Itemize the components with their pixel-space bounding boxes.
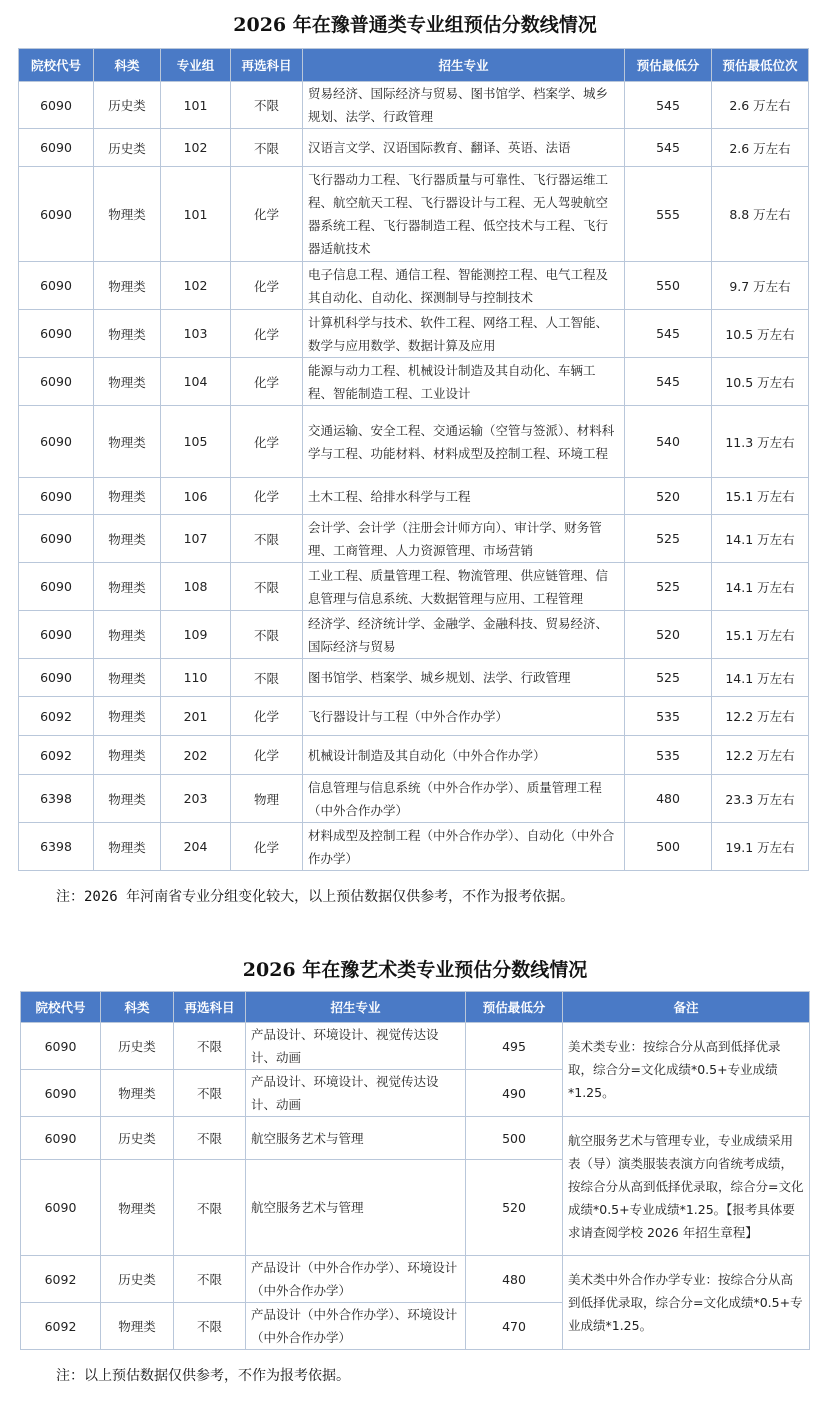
cell-majors: 航空服务艺术与管理 <box>246 1117 466 1160</box>
cell-subject-type: 历史类 <box>94 82 161 129</box>
table-row <box>19 697 809 736</box>
cell-school-code: 6092 <box>21 1303 101 1350</box>
cell-elective: 物理 <box>231 775 303 823</box>
cell-major-group: 101 <box>161 82 231 129</box>
cell-elective: 化学 <box>231 697 303 736</box>
cell-majors: 信息管理与信息系统（中外合作办学）、质量管理工程（中外合作办学） <box>303 775 625 823</box>
table-row <box>19 823 809 871</box>
table-row <box>21 1023 810 1070</box>
cell-subject-type: 物理类 <box>94 775 161 823</box>
cell-school-code: 6092 <box>19 697 94 736</box>
cell-subject-type: 物理类 <box>101 1303 174 1350</box>
cell-major-group: 105 <box>161 406 231 478</box>
cell-min-score: 525 <box>625 659 712 697</box>
cell-subject-type: 物理类 <box>94 563 161 611</box>
cell-subject-type: 物理类 <box>94 736 161 775</box>
cell-min-score: 545 <box>625 358 712 406</box>
cell-school-code: 6090 <box>21 1023 101 1070</box>
table-row <box>19 262 809 310</box>
table-row <box>19 515 809 563</box>
cell-elective: 不限 <box>174 1160 246 1256</box>
cell-school-code: 6090 <box>19 358 94 406</box>
cell-subject-type: 历史类 <box>101 1256 174 1303</box>
cell-school-code: 6090 <box>19 406 94 478</box>
cell-major-group: 203 <box>161 775 231 823</box>
col-header-major-group: 专业组 <box>161 49 231 82</box>
cell-min-score: 525 <box>625 563 712 611</box>
cell-school-code: 6090 <box>19 478 94 515</box>
cell-majors: 机械设计制造及其自动化（中外合作办学） <box>303 736 625 775</box>
cell-majors: 会计学、会计学（注册会计师方向）、审计学、财务管理、工商管理、人力资源管理、市场营销 <box>303 515 625 563</box>
art-score-table <box>20 991 810 1350</box>
cell-min-rank: 11.3 万左右 <box>712 406 809 478</box>
cell-major-group: 101 <box>161 167 231 262</box>
cell-major-group: 107 <box>161 515 231 563</box>
col-header-school-code: 院校代号 <box>21 992 101 1023</box>
cell-majors: 能源与动力工程、机械设计制造及其自动化、车辆工程、智能制造工程、工业设计 <box>303 358 625 406</box>
cell-school-code: 6398 <box>19 775 94 823</box>
cell-majors: 贸易经济、国际经济与贸易、图书馆学、档案学、城乡规划、法学、行政管理 <box>303 82 625 129</box>
cell-min-rank: 2.6 万左右 <box>712 82 809 129</box>
cell-school-code: 6090 <box>19 659 94 697</box>
cell-majors: 汉语言文学、汉语国际教育、翻译、英语、法语 <box>303 129 625 167</box>
cell-elective: 不限 <box>174 1023 246 1070</box>
cell-min-rank: 14.1 万左右 <box>712 659 809 697</box>
cell-min-score: 500 <box>466 1117 563 1160</box>
cell-min-score: 555 <box>625 167 712 262</box>
table-row <box>19 310 809 358</box>
cell-major-group: 201 <box>161 697 231 736</box>
table1-header-row <box>19 49 809 82</box>
col-header-min-score: 预估最低分 <box>466 992 563 1023</box>
cell-elective: 化学 <box>231 167 303 262</box>
col-header-min-rank: 预估最低位次 <box>712 49 809 82</box>
cell-elective: 不限 <box>174 1303 246 1350</box>
cell-elective: 不限 <box>174 1070 246 1117</box>
cell-school-code: 6090 <box>19 611 94 659</box>
table1-title: 2026 年在豫普通类专业组预估分数线情况 <box>233 14 597 36</box>
cell-subject-type: 物理类 <box>94 659 161 697</box>
cell-elective: 不限 <box>174 1117 246 1160</box>
cell-elective: 化学 <box>231 406 303 478</box>
cell-subject-type: 物理类 <box>94 823 161 871</box>
cell-major-group: 204 <box>161 823 231 871</box>
cell-major-group: 202 <box>161 736 231 775</box>
cell-majors: 图书馆学、档案学、城乡规划、法学、行政管理 <box>303 659 625 697</box>
cell-min-rank: 9.7 万左右 <box>712 262 809 310</box>
cell-elective: 不限 <box>231 563 303 611</box>
table2-title: 2026 年在豫艺术类专业预估分数线情况 <box>242 959 588 981</box>
table-row <box>21 1256 810 1303</box>
table-row <box>19 82 809 129</box>
cell-min-score: 520 <box>466 1160 563 1256</box>
cell-min-score: 495 <box>466 1023 563 1070</box>
cell-subject-type: 物理类 <box>94 697 161 736</box>
cell-majors: 产品设计（中外合作办学）、环境设计（中外合作办学） <box>246 1303 466 1350</box>
col-header-subject-type: 科类 <box>94 49 161 82</box>
cell-school-code: 6090 <box>21 1160 101 1256</box>
col-header-elective: 再选科目 <box>174 992 246 1023</box>
cell-majors: 航空服务艺术与管理 <box>246 1160 466 1256</box>
cell-remarks: 航空服务艺术与管理专业，专业成绩采用表（导）演类服装表演方向省统考成绩，按综合分从高到低择优录取，综合分=文化成绩*0.5+专业成绩*1.25。【报考具体要求请查阅学校 2026 年招生章程】 <box>563 1117 810 1256</box>
cell-major-group: 102 <box>161 129 231 167</box>
cell-school-code: 6092 <box>19 736 94 775</box>
cell-majors: 交通运输、安全工程、交通运输（空管与签派）、材料科学与工程、功能材料、材料成型及控制工程、环境工程 <box>303 406 625 478</box>
cell-min-score: 520 <box>625 478 712 515</box>
cell-subject-type: 物理类 <box>94 262 161 310</box>
col-header-majors: 招生专业 <box>246 992 466 1023</box>
table-row <box>19 775 809 823</box>
cell-school-code: 6090 <box>19 563 94 611</box>
col-header-remarks: 备注 <box>563 992 810 1023</box>
cell-elective: 化学 <box>231 262 303 310</box>
cell-min-score: 535 <box>625 697 712 736</box>
cell-elective: 不限 <box>231 611 303 659</box>
table-row <box>19 358 809 406</box>
cell-subject-type: 物理类 <box>94 358 161 406</box>
cell-majors: 产品设计、环境设计、视觉传达设计、动画 <box>246 1070 466 1117</box>
table-row <box>19 563 809 611</box>
cell-school-code: 6090 <box>19 167 94 262</box>
cell-subject-type: 物理类 <box>94 515 161 563</box>
cell-min-score: 500 <box>625 823 712 871</box>
cell-min-score: 520 <box>625 611 712 659</box>
cell-elective: 不限 <box>231 82 303 129</box>
cell-major-group: 108 <box>161 563 231 611</box>
table2-header-row <box>21 992 810 1023</box>
cell-min-rank: 12.2 万左右 <box>712 697 809 736</box>
cell-remarks: 美术类专业：按综合分从高到低择优录取，综合分=文化成绩*0.5+专业成绩*1.25。 <box>563 1023 810 1117</box>
table1-note: 注：2026 年河南省专业分组变化较大，以上预估数据仅供参考，不作为报考依据。 <box>56 889 575 905</box>
cell-min-rank: 14.1 万左右 <box>712 563 809 611</box>
cell-min-score: 540 <box>625 406 712 478</box>
cell-min-rank: 15.1 万左右 <box>712 611 809 659</box>
cell-min-rank: 14.1 万左右 <box>712 515 809 563</box>
cell-min-score: 470 <box>466 1303 563 1350</box>
cell-min-rank: 10.5 万左右 <box>712 358 809 406</box>
cell-subject-type: 物理类 <box>94 478 161 515</box>
cell-min-score: 480 <box>625 775 712 823</box>
cell-majors: 经济学、经济统计学、金融学、金融科技、贸易经济、国际经济与贸易 <box>303 611 625 659</box>
cell-min-score: 550 <box>625 262 712 310</box>
cell-elective: 化学 <box>231 823 303 871</box>
cell-remarks: 美术类中外合作办学专业：按综合分从高到低择优录取，综合分=文化成绩*0.5+专业成绩*1.25。 <box>563 1256 810 1350</box>
cell-subject-type: 物理类 <box>94 310 161 358</box>
cell-school-code: 6090 <box>19 515 94 563</box>
cell-min-rank: 19.1 万左右 <box>712 823 809 871</box>
table-row <box>19 406 809 478</box>
cell-majors: 产品设计、环境设计、视觉传达设计、动画 <box>246 1023 466 1070</box>
table-row <box>21 1117 810 1160</box>
cell-major-group: 106 <box>161 478 231 515</box>
cell-elective: 不限 <box>231 515 303 563</box>
table2-note: 注：以上预估数据仅供参考，不作为报考依据。 <box>56 1368 350 1384</box>
cell-subject-type: 物理类 <box>94 167 161 262</box>
cell-min-score: 490 <box>466 1070 563 1117</box>
cell-min-rank: 12.2 万左右 <box>712 736 809 775</box>
cell-subject-type: 物理类 <box>94 406 161 478</box>
cell-min-rank: 2.6 万左右 <box>712 129 809 167</box>
cell-min-score: 545 <box>625 82 712 129</box>
col-header-school-code: 院校代号 <box>19 49 94 82</box>
cell-majors: 计算机科学与技术、软件工程、网络工程、人工智能、数学与应用数学、数据计算及应用 <box>303 310 625 358</box>
cell-subject-type: 物理类 <box>101 1160 174 1256</box>
table-row <box>19 129 809 167</box>
cell-school-code: 6090 <box>19 310 94 358</box>
cell-min-rank: 23.3 万左右 <box>712 775 809 823</box>
cell-elective: 不限 <box>174 1256 246 1303</box>
cell-major-group: 104 <box>161 358 231 406</box>
cell-min-score: 480 <box>466 1256 563 1303</box>
cell-subject-type: 物理类 <box>94 611 161 659</box>
cell-min-rank: 8.8 万左右 <box>712 167 809 262</box>
cell-min-rank: 10.5 万左右 <box>712 310 809 358</box>
table-row <box>19 167 809 262</box>
cell-school-code: 6090 <box>21 1070 101 1117</box>
cell-min-score: 535 <box>625 736 712 775</box>
cell-school-code: 6090 <box>19 82 94 129</box>
cell-subject-type: 历史类 <box>101 1117 174 1160</box>
cell-major-group: 109 <box>161 611 231 659</box>
cell-subject-type: 历史类 <box>101 1023 174 1070</box>
cell-majors: 工业工程、质量管理工程、物流管理、供应链管理、信息管理与信息系统、大数据管理与应用、工程管理 <box>303 563 625 611</box>
col-header-subject-type: 科类 <box>101 992 174 1023</box>
cell-school-code: 6092 <box>21 1256 101 1303</box>
cell-min-rank: 15.1 万左右 <box>712 478 809 515</box>
col-header-elective: 再选科目 <box>231 49 303 82</box>
cell-majors: 产品设计（中外合作办学）、环境设计（中外合作办学） <box>246 1256 466 1303</box>
cell-major-group: 102 <box>161 262 231 310</box>
cell-school-code: 6090 <box>21 1117 101 1160</box>
cell-majors: 飞行器设计与工程（中外合作办学） <box>303 697 625 736</box>
col-header-majors: 招生专业 <box>303 49 625 82</box>
general-score-table <box>18 48 809 871</box>
table-row <box>19 478 809 515</box>
cell-majors: 飞行器动力工程、飞行器质量与可靠性、飞行器运维工程、航空航天工程、飞行器设计与工程、无人驾驶航空器系统工程、飞行器制造工程、低空技术与工程、飞行器适航技术 <box>303 167 625 262</box>
cell-major-group: 110 <box>161 659 231 697</box>
cell-major-group: 103 <box>161 310 231 358</box>
cell-elective: 化学 <box>231 736 303 775</box>
cell-majors: 材料成型及控制工程（中外合作办学）、自动化（中外合作办学） <box>303 823 625 871</box>
cell-majors: 土木工程、给排水科学与工程 <box>303 478 625 515</box>
cell-school-code: 6398 <box>19 823 94 871</box>
cell-elective: 化学 <box>231 358 303 406</box>
cell-majors: 电子信息工程、通信工程、智能测控工程、电气工程及其自动化、自动化、探测制导与控制技术 <box>303 262 625 310</box>
cell-subject-type: 历史类 <box>94 129 161 167</box>
col-header-min-score: 预估最低分 <box>625 49 712 82</box>
cell-elective: 不限 <box>231 659 303 697</box>
cell-elective: 化学 <box>231 478 303 515</box>
cell-min-score: 545 <box>625 310 712 358</box>
cell-min-score: 545 <box>625 129 712 167</box>
cell-school-code: 6090 <box>19 262 94 310</box>
cell-school-code: 6090 <box>19 129 94 167</box>
cell-elective: 不限 <box>231 129 303 167</box>
cell-subject-type: 物理类 <box>101 1070 174 1117</box>
table-row <box>19 736 809 775</box>
table-row <box>19 659 809 697</box>
table-row <box>19 611 809 659</box>
cell-min-score: 525 <box>625 515 712 563</box>
cell-elective: 化学 <box>231 310 303 358</box>
